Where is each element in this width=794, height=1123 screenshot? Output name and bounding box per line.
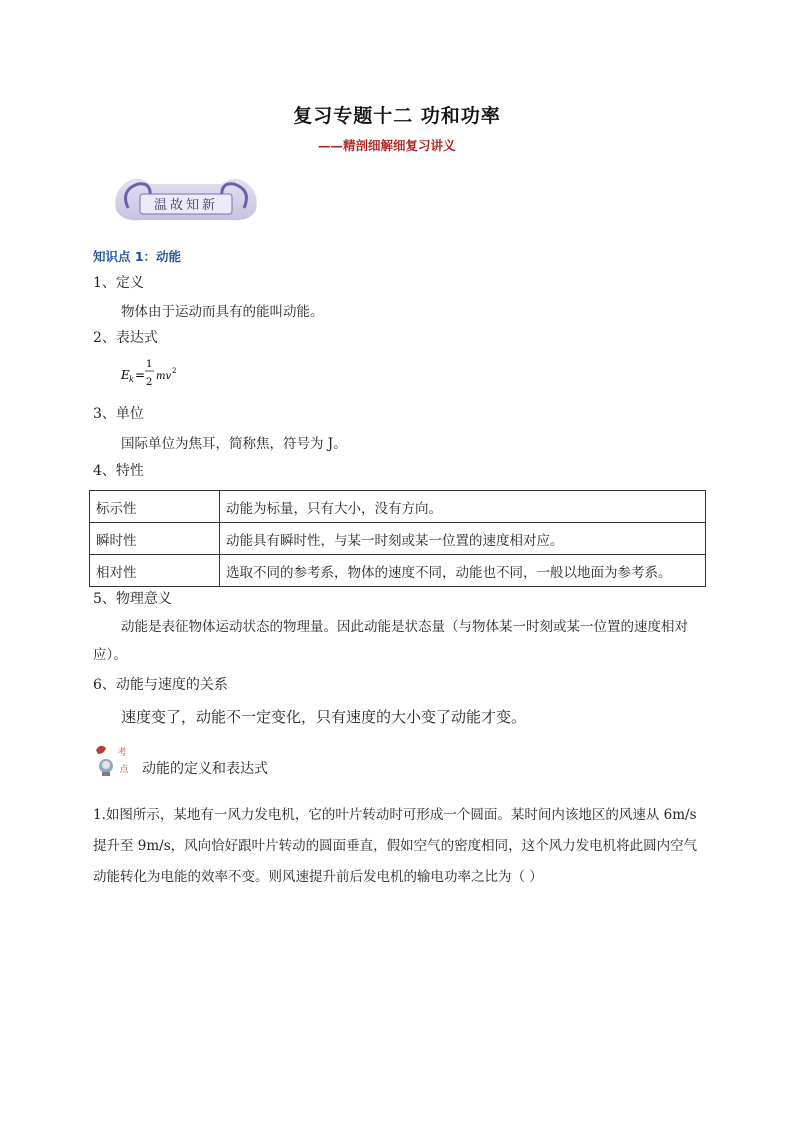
review-banner-graphic <box>110 170 262 228</box>
formula-denominator: 2 <box>146 377 153 388</box>
table-row <box>90 555 706 587</box>
heading-relation: 6、动能与速度的关系 <box>93 677 228 693</box>
property-desc: 动能具有瞬时性，与某一时刻或某一位置的速度相对应。 <box>220 523 706 555</box>
heading-properties: 4、特性 <box>93 463 144 479</box>
banner-text: 温故知新 <box>153 198 219 213</box>
formula-rhs: mv <box>156 371 172 382</box>
heading-definition: 1、定义 <box>93 275 144 291</box>
heading-unit: 3、单位 <box>93 406 144 422</box>
badge-top-char: 考 <box>117 748 127 758</box>
formula-equals: = <box>135 368 146 382</box>
relation-text: 速度变了，动能不一定变化，只有速度的大小变了动能才变。 <box>121 708 527 726</box>
property-name: 瞬时性 <box>90 523 220 555</box>
property-desc: 选取不同的参考系，物体的速度不同，动能也不同，一般以地面为参考系。 <box>220 555 706 587</box>
property-name: 标示性 <box>90 491 220 523</box>
exam-point-badge-icon <box>92 742 134 778</box>
kinetic-energy-formula <box>121 355 191 393</box>
page-subtitle: ——精剖细解细复习讲义 <box>318 138 456 153</box>
heading-expression: 2、表达式 <box>93 330 158 346</box>
definition-text: 物体由于运动而具有的能叫动能。 <box>121 304 324 320</box>
table-row <box>90 491 706 523</box>
formula-rhs-sup: 2 <box>172 367 177 375</box>
knowledge-point-title: 知识点 1：动能 <box>93 249 182 264</box>
formula-lhs-sub: k <box>129 375 134 384</box>
page-title: 复习专题十二 功和功率 <box>293 105 501 127</box>
meaning-text: 动能是表征物体运动状态的物理量。因此动能是状态量（与物体某一时刻或某一位置的速度相对应）。 <box>93 619 688 663</box>
question-1-text: 1.如图所示，某地有一风力发电机，它的叶片转动时可形成一个圆面。某时间内该地区的风速从 6m/s 提升至 9m/s，风向恰好跟叶片转动的圆面垂直，假如空气的密度相同，这个风力发电机将此圆内空气动能转化为电能的效率不变。则风速提升前后发电机的输电功率之比为（ ） <box>93 807 698 885</box>
unit-text: 国际单位为焦耳，简称焦，符号为 J。 <box>121 436 347 452</box>
heading-meaning: 5、物理意义 <box>93 591 172 607</box>
property-desc: 动能为标量，只有大小，没有方向。 <box>220 491 706 523</box>
table-row <box>90 523 706 555</box>
property-name: 相对性 <box>90 555 220 587</box>
formula-numerator: 1 <box>146 359 153 370</box>
exam-point-title: 动能的定义和表达式 <box>142 761 268 777</box>
badge-bottom-char: 点 <box>119 765 129 775</box>
formula-lhs: E <box>121 368 130 382</box>
properties-table <box>89 490 706 587</box>
